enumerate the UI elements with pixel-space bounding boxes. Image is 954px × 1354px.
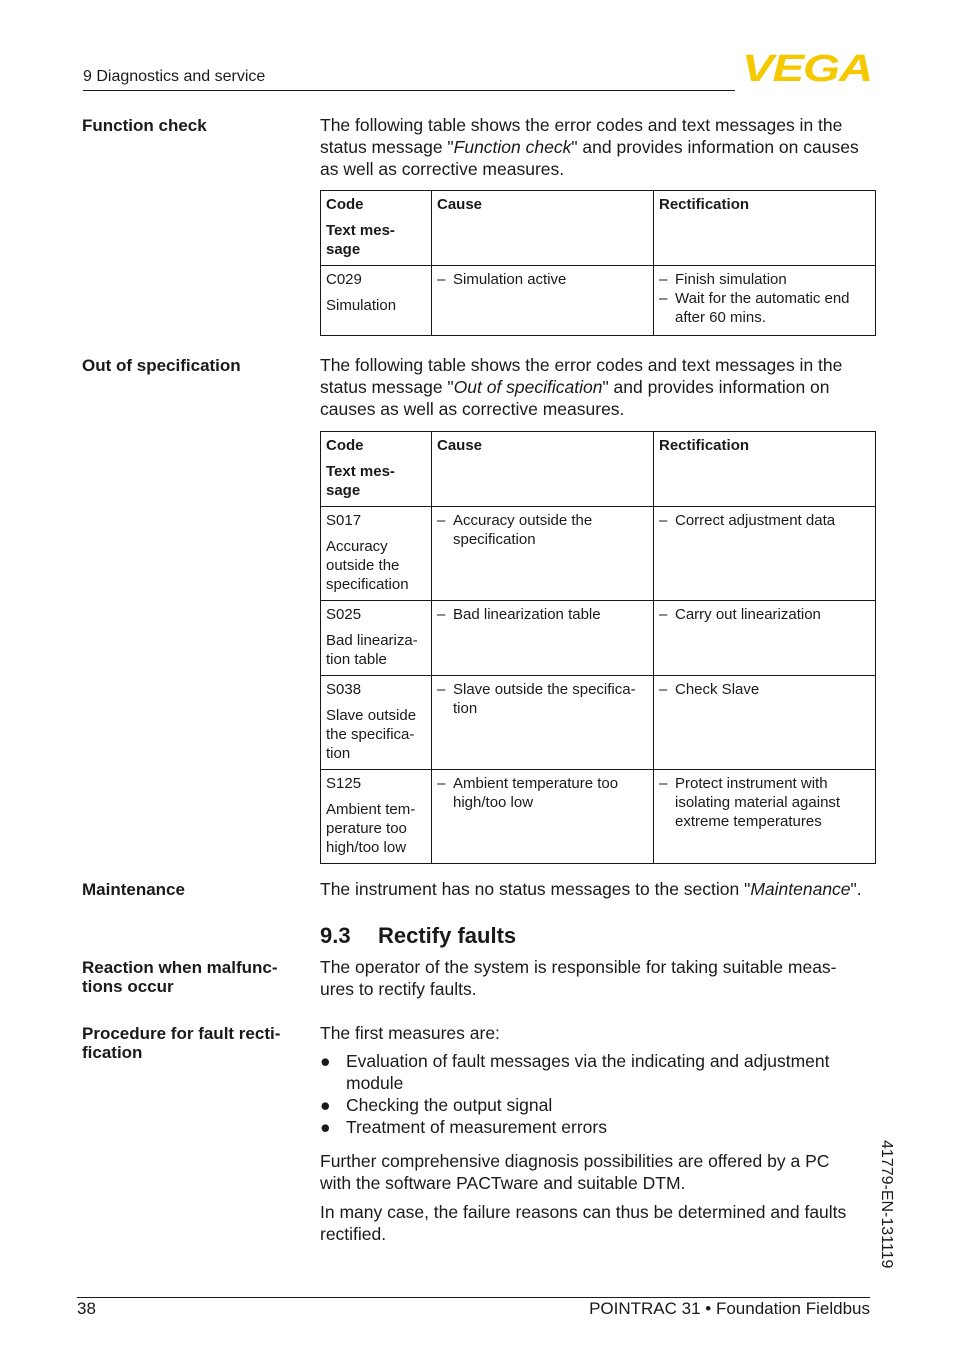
table-row (321, 507, 876, 601)
table-row (321, 266, 876, 336)
out-of-spec-intro: The following table shows the error codes and text messages in the status message "Out of specification" and provides information on causes as well as corrective measures. (320, 355, 843, 419)
col-header-code: Code Text mes-sage (321, 432, 432, 507)
table-row (321, 601, 876, 676)
cell-rectification: – Correct adjustment data (654, 507, 876, 601)
col-header-cause: Cause (432, 191, 654, 266)
col-header-rectification: Rectification (654, 432, 876, 507)
section-heading (320, 923, 516, 949)
cell-code: S025 Bad lineariza-tion table (321, 601, 432, 676)
cell-cause: – Simulation active (432, 266, 654, 336)
table-header-row (321, 191, 876, 266)
side-label-reaction: Reaction when malfunc-tions occur (82, 958, 278, 996)
table-row (321, 770, 876, 864)
section-title: Rectify faults (378, 923, 517, 948)
document-number: 41779-EN-131119 (878, 1140, 895, 1269)
table-row (321, 676, 876, 770)
page-number: 38 (77, 1299, 96, 1318)
cell-rectification: – Finish simulation – Wait for the automatic end after 60 mins. (654, 266, 876, 336)
footer-rule (77, 1297, 870, 1298)
cell-cause: – Slave outside the specifica-tion (432, 676, 654, 770)
out-of-spec-table (320, 431, 876, 864)
procedure-bullet-list (320, 1050, 860, 1138)
reaction-text: The operator of the system is responsible for taking suitable meas-ures to rectify faults. (320, 957, 837, 999)
function-check-intro: The following table shows the error codes and text messages in the status message "Function check" and provides information on causes as well as corrective measures. (320, 115, 859, 179)
procedure-intro: The first measures are: (320, 1023, 500, 1043)
cell-rectification: – Check Slave (654, 676, 876, 770)
side-label-out-of-specification: Out of specification (82, 356, 241, 375)
header-rule (83, 90, 735, 91)
cell-rectification: – Carry out linearization (654, 601, 876, 676)
cell-cause: – Bad linearization table (432, 601, 654, 676)
procedure-para-2: In many case, the failure reasons can thus be determined and faults rectified. (320, 1202, 847, 1244)
header-section-title: 9 Diagnostics and service (83, 68, 266, 85)
cell-rectification: – Protect instrument with isolating material against extreme temperatures (654, 770, 876, 864)
side-label-function-check: Function check (82, 116, 207, 135)
cell-code: S038 Slave outside the specifica-tion (321, 676, 432, 770)
list-item: ● Checking the output signal (320, 1095, 553, 1115)
section-number: 9.3 (320, 923, 351, 948)
maintenance-text: The instrument has no status messages to the section "Maintenance". (320, 879, 862, 899)
table-header-row (321, 432, 876, 507)
procedure-para-1: Further comprehensive diagnosis possibilities are offered by a PC with the software PACTware and suitable DTM. (320, 1151, 830, 1193)
cell-code: S017 Accuracy outside the specification (321, 507, 432, 601)
vega-logo (742, 50, 874, 84)
footer-document-title: POINTRAC 31 • Foundation Fieldbus (589, 1299, 870, 1318)
list-item: ● Treatment of measurement errors (320, 1117, 607, 1137)
col-header-code: Code Text mes-sage (321, 191, 432, 266)
cell-cause: – Accuracy outside the specification (432, 507, 654, 601)
col-header-rectification: Rectification (654, 191, 876, 266)
function-check-table (320, 190, 876, 336)
side-label-procedure: Procedure for fault recti-fication (82, 1024, 281, 1062)
col-header-cause: Cause (432, 432, 654, 507)
side-label-maintenance: Maintenance (82, 880, 185, 899)
cell-code: S125 Ambient tem-perature too high/too low (321, 770, 432, 864)
cell-cause: – Ambient temperature too high/too low (432, 770, 654, 864)
cell-code: C029 Simulation (321, 266, 432, 336)
vega-logo-text: VEGA (742, 50, 872, 84)
list-item: ● Evaluation of fault messages via the indicating and adjustment module (320, 1051, 830, 1093)
